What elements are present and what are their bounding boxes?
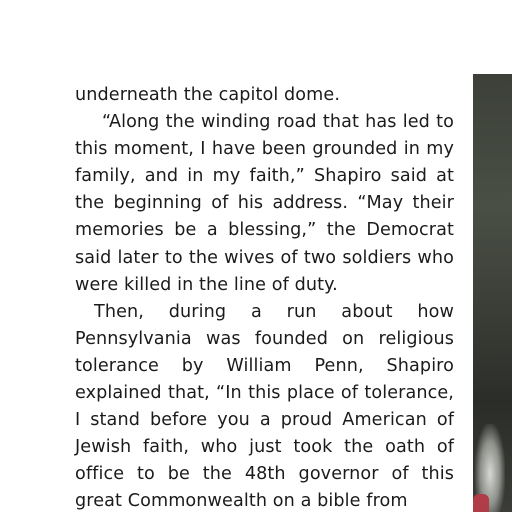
article-paragraph-2: “Along the winding road that has led to this moment, I have been grounded in my family, and in my faith,” Shapiro said at the beginning of his address. “May their memories be a blessing,” the Democrat said later to the wives of two soldiers who were killed in the line of duty. bbox=[75, 112, 454, 295]
article-paragraph-3: Then, during a run about how Pennsylvania was founded on religious tolerance by William Penn, Shapiro explained that, “In this place of tolerance, I stand before you a proud American of Jewish faith, who just took the oath of office to be the 48th governor of this great Commonwealth on a bible from bbox=[75, 301, 454, 512]
article-photo bbox=[473, 74, 512, 512]
article-body bbox=[75, 82, 454, 512]
photo-detail-red bbox=[473, 494, 489, 512]
article-paragraph-1: underneath the capitol dome. bbox=[75, 85, 341, 105]
